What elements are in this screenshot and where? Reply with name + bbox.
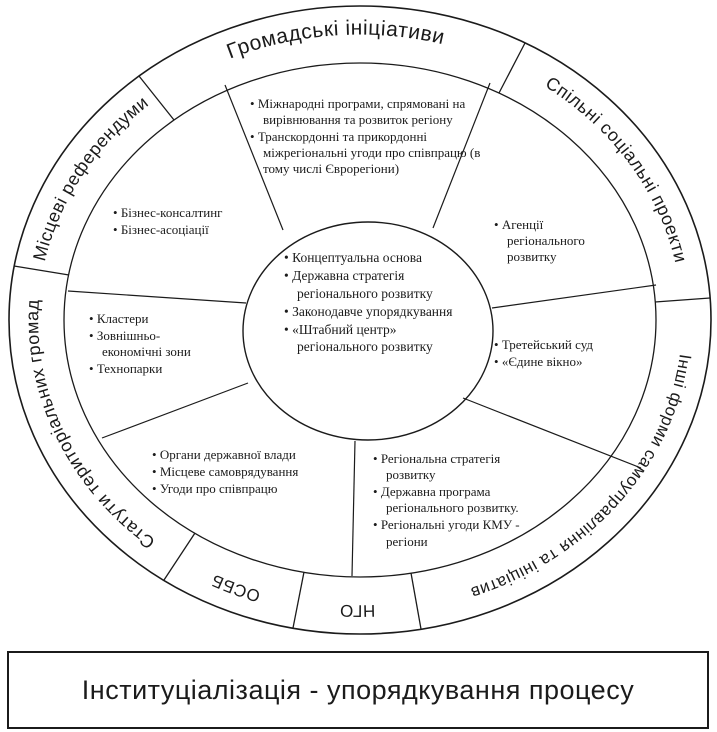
sector-items [494,337,644,370]
ring-divider [14,266,69,275]
ring-divider [164,533,195,580]
bullet-item: • Угоди про співпрацю [152,481,352,497]
bullet-item: • Технопарки [89,361,211,377]
bullet-item: • Бізнес-асоціації [113,222,283,238]
sector-agencies [494,217,606,266]
bullet-item: • «Штабний центр» регіонального розвитку [284,321,466,356]
ring-label-ngo: НГО [339,600,376,621]
sector-items [89,311,211,377]
ring-label-social-projects: Спільні соціальні проекти [542,72,692,265]
ring-divider [293,572,304,628]
bullet-item: • Кластери [89,311,211,327]
sector-divider [102,383,248,438]
sector-items [113,205,283,238]
banner [7,651,709,729]
banner-title: Інституціалізація - упорядкування процесу [81,674,635,705]
ring-label-civic-initiatives: Громадські ініціативи [223,16,447,64]
bullet-item: • Державна програма регіонального розвитку. [373,484,541,516]
center-circle-content [284,249,466,357]
sector-business [113,205,283,239]
bullet-item: • Третейський суд [494,337,644,353]
ring-divider [411,573,421,629]
bullet-item: • Зовнішньо-економічні зони [89,328,211,360]
ring-divider [655,298,710,302]
sector-clusters [89,311,211,378]
bullet-item: • Міжнародні програми, спрямовані на вирівнювання та розвиток регіону [250,96,488,128]
sector-authorities [152,447,352,498]
sector-arbitration [494,337,644,371]
bullet-item: • Регіональна стратегія розвитку [373,451,541,483]
ring-label-osbb: ОСББ [208,570,263,606]
sector-divider [492,285,656,308]
bullet-item: • Концептуальна основа [284,249,466,266]
ring-label-referendums: Місцеві референдуми [29,91,153,263]
bullet-item: • Законодавче упорядкування [284,303,466,320]
sector-divider [352,441,355,576]
sector-divider [68,291,246,303]
bullet-item: • Агенції регіонального розвитку [494,217,606,265]
sector-items [494,217,606,265]
sector-international-programs [250,96,488,179]
sector-regional-strategy [373,451,541,551]
ring-label-statutes: Статути територіальних громад [22,298,159,553]
bullet-item: • «Єдине вікно» [494,354,644,370]
sector-items [152,447,352,497]
sector-items [373,451,541,550]
bullet-item: • Бізнес-консалтинг [113,205,283,221]
ring-divider [499,43,525,93]
bullet-item: • Регіональні угоди КМУ - регіони [373,517,541,549]
bullet-item: • Органи державної влади [152,447,352,463]
center-items [284,249,466,356]
ring-label-other-forms: Інші форми самоуправління та ініціатив [468,353,695,603]
sector-items [250,96,488,178]
bullet-item: • Транскордонні та прикордонні міжрегіональні угоди про співпрацю (в тому числі Єврорегіони) [250,129,488,177]
bullet-item: • Державна стратегія регіонального розвитку [284,267,466,302]
bullet-item: • Місцеве самоврядування [152,464,352,480]
